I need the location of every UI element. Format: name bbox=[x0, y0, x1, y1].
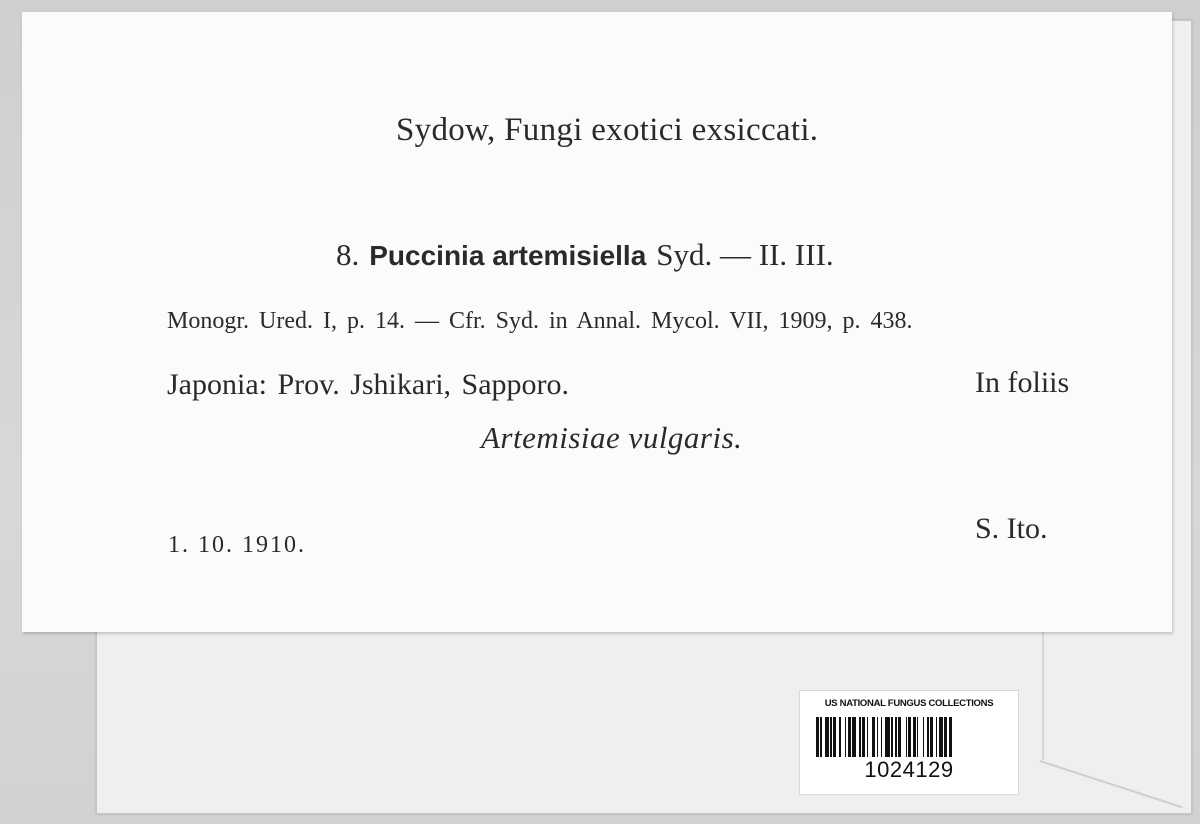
literature-reference: Monogr. Ured. I, p. 14. — Cfr. Syd. in Annal. Mycol. VII, 1909, p. 438. bbox=[167, 308, 913, 334]
collector: S. Ito. bbox=[975, 512, 1048, 545]
label-heading: Sydow, Fungi exotici exsiccati. bbox=[396, 112, 819, 148]
exsiccata-number: 8. bbox=[336, 237, 360, 272]
barcode-organization: US NATIONAL FUNGUS COLLECTIONS bbox=[824, 698, 994, 709]
habitat: In foliis bbox=[975, 366, 1070, 399]
species-line bbox=[336, 237, 834, 273]
host-plant: Artemisiae vulgaris. bbox=[481, 420, 743, 455]
packet-fold-line bbox=[1042, 630, 1044, 760]
collection-date: 1. 10. 1910. bbox=[168, 532, 306, 558]
species-authority: Syd. — II. III. bbox=[656, 237, 834, 272]
barcode-sticker bbox=[799, 690, 1019, 795]
specimen-label bbox=[22, 12, 1172, 632]
locality: Japonia: Prov. Jshikari, Sapporo. bbox=[167, 368, 570, 401]
barcode-icon bbox=[816, 717, 1002, 757]
barcode-number: 1024129 bbox=[864, 757, 954, 782]
species-name: Puccinia artemisiella bbox=[369, 240, 647, 271]
